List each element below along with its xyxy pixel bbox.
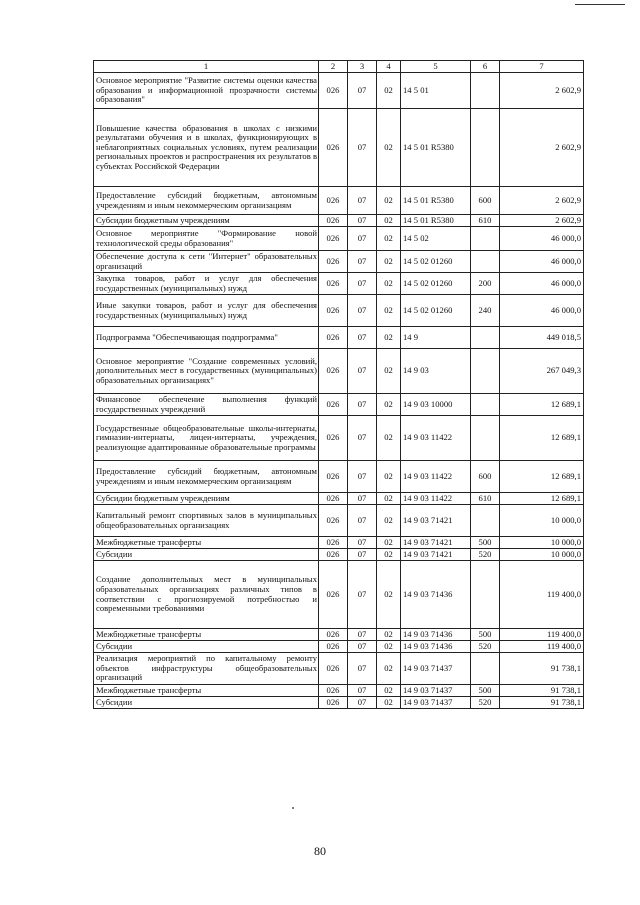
cell-ministry-code: 026 (319, 251, 348, 273)
cell-ministry-code: 026 (319, 109, 348, 187)
cell-name: Межбюджетные трансферты (94, 685, 319, 697)
cell-expense-type: 240 (471, 295, 500, 327)
cell-section: 07 (348, 549, 377, 561)
cell-expense-type (471, 561, 500, 629)
cell-target-article: 14 9 03 71436 (401, 629, 471, 641)
cell-section: 07 (348, 561, 377, 629)
cell-subsection: 02 (377, 416, 401, 461)
cell-name: Основное мероприятие "Формирование новой технологической среды образования" (94, 227, 319, 251)
cell-expense-type: 500 (471, 685, 500, 697)
table-row (94, 641, 584, 653)
cell-name: Субсидии бюджетным учреждениям (94, 215, 319, 227)
cell-amount: 12 689,1 (500, 394, 584, 416)
cell-target-article: 14 5 02 (401, 227, 471, 251)
header-cell-subsection: 4 (377, 61, 401, 73)
cell-name: Межбюджетные трансферты (94, 629, 319, 641)
page-number: 80 (314, 844, 326, 858)
budget-table (93, 60, 584, 709)
cell-section: 07 (348, 73, 377, 109)
cell-amount: 119 400,0 (500, 641, 584, 653)
cell-expense-type: 600 (471, 187, 500, 215)
table-row (94, 394, 584, 416)
cell-expense-type (471, 394, 500, 416)
cell-subsection: 02 (377, 273, 401, 295)
cell-amount: 91 738,1 (500, 697, 584, 709)
table-row (94, 73, 584, 109)
cell-ministry-code: 026 (319, 641, 348, 653)
cell-ministry-code: 026 (319, 697, 348, 709)
cell-amount: 2 602,9 (500, 215, 584, 227)
cell-subsection: 02 (377, 227, 401, 251)
table-row (94, 416, 584, 461)
cell-section: 07 (348, 227, 377, 251)
table-row (94, 653, 584, 685)
header-cell-amount: 7 (500, 61, 584, 73)
cell-ministry-code: 026 (319, 349, 348, 394)
table-row (94, 629, 584, 641)
cell-name: Основное мероприятие "Создание современных условий, дополнительных мест в государственных (муниципальных) образовательных организациях" (94, 349, 319, 394)
cell-section: 07 (348, 493, 377, 505)
cell-target-article: 14 9 03 71437 (401, 653, 471, 685)
cell-amount: 12 689,1 (500, 416, 584, 461)
header-cell-name: 1 (94, 61, 319, 73)
cell-expense-type: 500 (471, 537, 500, 549)
top-rule (575, 4, 625, 5)
cell-target-article: 14 9 03 10000 (401, 394, 471, 416)
cell-target-article: 14 9 (401, 327, 471, 349)
cell-target-article: 14 5 01 (401, 73, 471, 109)
cell-subsection: 02 (377, 685, 401, 697)
cell-subsection: 02 (377, 73, 401, 109)
cell-target-article: 14 5 01 R5380 (401, 109, 471, 187)
cell-ministry-code: 026 (319, 549, 348, 561)
cell-ministry-code: 026 (319, 493, 348, 505)
cell-name: Предоставление субсидий бюджетным, автономным учреждениям и иным некоммерческим организациям (94, 461, 319, 493)
cell-name: Межбюджетные трансферты (94, 537, 319, 549)
cell-ministry-code: 026 (319, 653, 348, 685)
cell-target-article: 14 9 03 (401, 349, 471, 394)
cell-subsection: 02 (377, 251, 401, 273)
cell-subsection: 02 (377, 493, 401, 505)
header-cell-section: 3 (348, 61, 377, 73)
cell-amount: 10 000,0 (500, 549, 584, 561)
table-row (94, 549, 584, 561)
cell-subsection: 02 (377, 394, 401, 416)
cell-amount: 10 000,0 (500, 537, 584, 549)
cell-expense-type: 520 (471, 697, 500, 709)
cell-target-article: 14 9 03 71437 (401, 685, 471, 697)
cell-subsection: 02 (377, 537, 401, 549)
cell-section: 07 (348, 251, 377, 273)
cell-subsection: 02 (377, 187, 401, 215)
cell-expense-type: 200 (471, 273, 500, 295)
cell-ministry-code: 026 (319, 505, 348, 537)
cell-name: Предоставление субсидий бюджетным, автономным учреждениям и иным некоммерческим организациям (94, 187, 319, 215)
cell-expense-type (471, 327, 500, 349)
cell-name: Государственные общеобразовательные школы-интернаты, гимназии-интернаты, лицеи-интернаты, учреждения, реализующие адаптированные образовательные программы (94, 416, 319, 461)
cell-section: 07 (348, 273, 377, 295)
cell-ministry-code: 026 (319, 273, 348, 295)
table-row (94, 461, 584, 493)
cell-name: Создание дополнительных мест в муниципальных образовательных организациях различных типов в соответствии с прогнозируемой потребностью и современными требованиями (94, 561, 319, 629)
cell-target-article: 14 5 01 R5380 (401, 215, 471, 227)
cell-target-article: 14 9 03 11422 (401, 493, 471, 505)
table-row (94, 273, 584, 295)
cell-expense-type (471, 416, 500, 461)
cell-name: Подпрограмма "Обеспечивающая подпрограмма" (94, 327, 319, 349)
cell-section: 07 (348, 697, 377, 709)
cell-subsection: 02 (377, 295, 401, 327)
table-row (94, 251, 584, 273)
cell-ministry-code: 026 (319, 416, 348, 461)
cell-name: Основное мероприятие "Развитие системы оценки качества образования и информационной прозрачности системы образования" (94, 73, 319, 109)
cell-section: 07 (348, 349, 377, 394)
cell-expense-type: 610 (471, 215, 500, 227)
cell-amount: 91 738,1 (500, 653, 584, 685)
table-row (94, 187, 584, 215)
cell-subsection: 02 (377, 505, 401, 537)
cell-target-article: 14 9 03 71436 (401, 641, 471, 653)
cell-target-article: 14 9 03 71421 (401, 505, 471, 537)
cell-subsection: 02 (377, 549, 401, 561)
table-body (94, 73, 584, 709)
cell-ministry-code: 026 (319, 394, 348, 416)
cell-expense-type (471, 251, 500, 273)
cell-section: 07 (348, 685, 377, 697)
cell-subsection: 02 (377, 327, 401, 349)
cell-target-article: 14 5 02 01260 (401, 251, 471, 273)
cell-ministry-code: 026 (319, 227, 348, 251)
cell-name: Закупка товаров, работ и услуг для обеспечения государственных (муниципальных) нужд (94, 273, 319, 295)
cell-amount: 12 689,1 (500, 461, 584, 493)
cell-subsection: 02 (377, 461, 401, 493)
cell-section: 07 (348, 394, 377, 416)
cell-section: 07 (348, 629, 377, 641)
table-row (94, 349, 584, 394)
cell-section: 07 (348, 215, 377, 227)
table-row (94, 493, 584, 505)
header-cell-target-article: 5 (401, 61, 471, 73)
cell-section: 07 (348, 109, 377, 187)
table-row (94, 537, 584, 549)
cell-ministry-code: 026 (319, 327, 348, 349)
cell-section: 07 (348, 187, 377, 215)
cell-ministry-code: 026 (319, 187, 348, 215)
cell-amount: 2 602,9 (500, 187, 584, 215)
cell-section: 07 (348, 505, 377, 537)
cell-amount: 46 000,0 (500, 273, 584, 295)
header-cell-expense-type: 6 (471, 61, 500, 73)
header-row (94, 61, 584, 73)
cell-expense-type: 520 (471, 549, 500, 561)
cell-subsection: 02 (377, 629, 401, 641)
cell-ministry-code: 026 (319, 295, 348, 327)
cell-subsection: 02 (377, 349, 401, 394)
cell-subsection: 02 (377, 561, 401, 629)
table-row (94, 295, 584, 327)
cell-expense-type (471, 505, 500, 537)
cell-amount: 267 049,3 (500, 349, 584, 394)
cell-expense-type (471, 227, 500, 251)
cell-section: 07 (348, 416, 377, 461)
cell-target-article: 14 5 02 01260 (401, 295, 471, 327)
table-row (94, 697, 584, 709)
cell-ministry-code: 026 (319, 685, 348, 697)
cell-target-article: 14 5 02 01260 (401, 273, 471, 295)
cell-expense-type (471, 73, 500, 109)
cell-section: 07 (348, 461, 377, 493)
cell-amount: 91 738,1 (500, 685, 584, 697)
cell-name: Повышение качества образования в школах с низкими результатами обучения и в школах, функционирующих в неблагоприятных социальных условиях, путем реализации региональных проектов и распространения их результатов в субъектах Российской Федерации (94, 109, 319, 187)
cell-name: Реализация мероприятий по капитальному ремонту объектов инфраструктуры общеобразовательных организаций (94, 653, 319, 685)
cell-ministry-code: 026 (319, 629, 348, 641)
cell-amount: 12 689,1 (500, 493, 584, 505)
table-row (94, 561, 584, 629)
cell-target-article: 14 5 01 R5380 (401, 187, 471, 215)
cell-target-article: 14 9 03 71421 (401, 537, 471, 549)
cell-subsection: 02 (377, 653, 401, 685)
header-cell-ministry: 2 (319, 61, 348, 73)
cell-target-article: 14 9 03 71436 (401, 561, 471, 629)
cell-section: 07 (348, 653, 377, 685)
cell-subsection: 02 (377, 109, 401, 187)
cell-name: Обеспечение доступа к сети "Интернет" образовательных организаций (94, 251, 319, 273)
cell-expense-type (471, 349, 500, 394)
cell-expense-type (471, 109, 500, 187)
cell-amount: 449 018,5 (500, 327, 584, 349)
cell-target-article: 14 9 03 71421 (401, 549, 471, 561)
table-row (94, 215, 584, 227)
cell-section: 07 (348, 537, 377, 549)
cell-target-article: 14 9 03 11422 (401, 461, 471, 493)
stray-dot (292, 807, 294, 809)
cell-ministry-code: 026 (319, 561, 348, 629)
cell-name: Капитальный ремонт спортивных залов в муниципальных общеобразовательных организациях (94, 505, 319, 537)
cell-amount: 119 400,0 (500, 561, 584, 629)
cell-amount: 10 000,0 (500, 505, 584, 537)
cell-amount: 2 602,9 (500, 73, 584, 109)
cell-ministry-code: 026 (319, 461, 348, 493)
cell-subsection: 02 (377, 215, 401, 227)
cell-amount: 46 000,0 (500, 295, 584, 327)
cell-subsection: 02 (377, 697, 401, 709)
table-row (94, 227, 584, 251)
cell-target-article: 14 9 03 71437 (401, 697, 471, 709)
cell-expense-type (471, 653, 500, 685)
cell-ministry-code: 026 (319, 537, 348, 549)
table-row (94, 109, 584, 187)
cell-name: Субсидии (94, 697, 319, 709)
cell-name: Финансовое обеспечение выполнения функций государственных учреждений (94, 394, 319, 416)
cell-section: 07 (348, 327, 377, 349)
cell-amount: 119 400,0 (500, 629, 584, 641)
cell-amount: 46 000,0 (500, 251, 584, 273)
cell-expense-type: 500 (471, 629, 500, 641)
cell-amount: 46 000,0 (500, 227, 584, 251)
cell-section: 07 (348, 641, 377, 653)
cell-target-article: 14 9 03 11422 (401, 416, 471, 461)
cell-expense-type: 600 (471, 461, 500, 493)
cell-name: Субсидии (94, 549, 319, 561)
budget-table-container (93, 60, 583, 709)
cell-expense-type: 520 (471, 641, 500, 653)
cell-name: Иные закупки товаров, работ и услуг для обеспечения государственных (муниципальных) нужд (94, 295, 319, 327)
cell-name: Субсидии (94, 641, 319, 653)
table-row (94, 685, 584, 697)
cell-section: 07 (348, 295, 377, 327)
cell-amount: 2 602,9 (500, 109, 584, 187)
cell-expense-type: 610 (471, 493, 500, 505)
cell-ministry-code: 026 (319, 215, 348, 227)
cell-ministry-code: 026 (319, 73, 348, 109)
cell-name: Субсидии бюджетным учреждениям (94, 493, 319, 505)
table-row (94, 505, 584, 537)
table-row (94, 327, 584, 349)
cell-subsection: 02 (377, 641, 401, 653)
